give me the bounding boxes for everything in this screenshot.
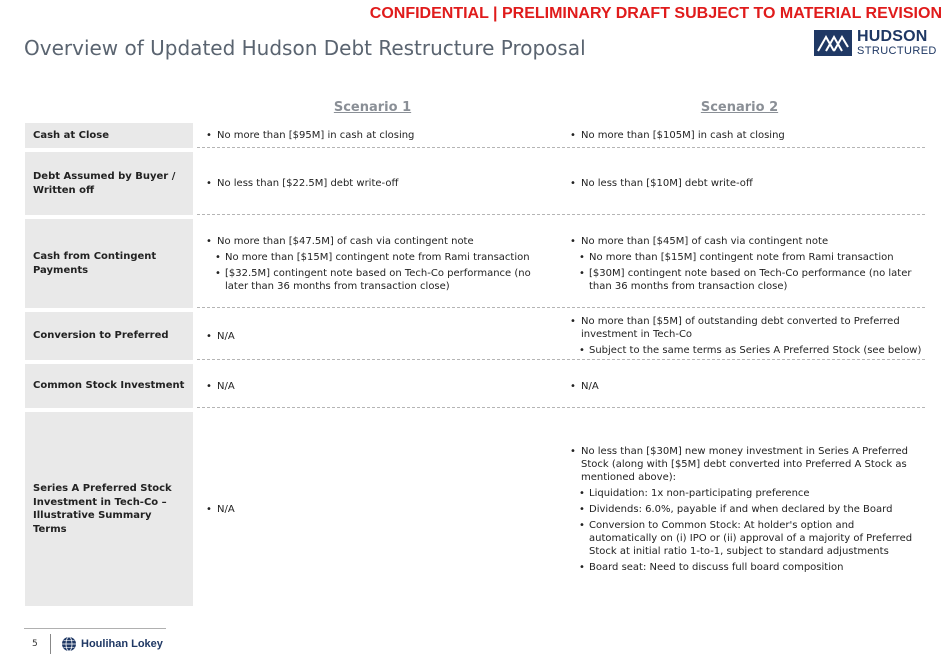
sub-bullet-item: • [$30M] contingent note based on Tech-Co performance (no later than 36 months from transaction close): [567, 267, 923, 293]
scenario-1-cell: [203, 364, 555, 408]
sub-bullet-item: • Liquidation: 1x non-participating preference: [567, 487, 923, 500]
logo-wordmark-hudson: HUDSON: [857, 28, 928, 45]
row-label: Cash at Close: [25, 123, 193, 148]
scenario-2-cell: [567, 412, 923, 606]
row-divider: [197, 214, 925, 215]
footer-rule: [24, 628, 166, 629]
row-common-stock-investment: [25, 364, 925, 408]
bullet-item: • N/A: [203, 503, 555, 516]
footer-divider: [50, 634, 51, 654]
hudson-logo-mark-icon: [814, 30, 852, 56]
row-label: Cash from Contingent Payments: [25, 219, 193, 308]
scenario-1-cell: [203, 152, 555, 215]
scenario-2-cell: [567, 219, 923, 308]
row-cash-at-close: [25, 123, 925, 148]
sub-bullet-item: • [$32.5M] contingent note based on Tech-Co performance (no later than 36 months from transaction close): [203, 267, 555, 293]
scenario-2-cell: [567, 312, 923, 360]
logo-wordmark-structured: STRUCTURED: [857, 45, 937, 57]
row-label: Debt Assumed by Buyer / Written off: [25, 152, 193, 215]
bullet-item: • No more than [$47.5M] of cash via contingent note: [203, 235, 555, 248]
bullet-item: • N/A: [203, 330, 555, 343]
sub-bullet-item: • Subject to the same terms as Series A Preferred Stock (see below): [567, 344, 923, 357]
scenario-1-cell: [203, 412, 555, 606]
bullet-item: • No less than [$30M] new money investment in Series A Preferred Stock (along with [$5M] debt converted into Preferred A Stock as mentioned above):: [567, 445, 923, 484]
row-debt-assumed: [25, 152, 925, 215]
bullet-item: • No more than [$95M] in cash at closing: [203, 129, 555, 142]
sub-bullet-item: • Dividends: 6.0%, payable if and when declared by the Board: [567, 503, 923, 516]
hudson-structured-logo: [814, 28, 937, 58]
row-label: Series A Preferred Stock Investment in Tech-Co – Illustrative Summary Terms: [25, 412, 193, 606]
scenario-2-heading: Scenario 2: [700, 100, 779, 115]
houlihan-lokey-globe-icon: [61, 636, 77, 652]
row-label: Common Stock Investment: [25, 364, 193, 408]
bullet-item: • N/A: [567, 380, 923, 393]
page-title: Overview of Updated Hudson Debt Restructure Proposal: [24, 36, 586, 60]
bullet-item: • No more than [$45M] of cash via contingent note: [567, 235, 923, 248]
scenario-1-cell: [203, 312, 555, 360]
scenario-2-cell: [567, 364, 923, 408]
row-divider: [197, 407, 925, 408]
scenario-1-cell: [203, 219, 555, 308]
row-divider: [197, 359, 925, 360]
confidential-banner: CONFIDENTIAL | PRELIMINARY DRAFT SUBJECT TO MATERIAL REVISION: [369, 5, 942, 22]
bullet-item: • No more than [$5M] of outstanding debt converted to Preferred investment in Tech-Co: [567, 315, 923, 341]
scenario-2-cell: [567, 152, 923, 215]
scenario-1-heading: Scenario 1: [333, 100, 412, 115]
sub-bullet-item: • Conversion to Common Stock: At holder's option and automatically on (i) IPO or (ii) approval of a majority of Preferred Stock at initial ratio 1-to-1, subject to standard adjustments: [567, 519, 923, 558]
scenario-1-cell: [203, 123, 555, 148]
bullet-item: • No more than [$105M] in cash at closing: [567, 129, 923, 142]
houlihan-lokey-wordmark: Houlihan Lokey: [81, 638, 163, 650]
row-series-a-preferred: [25, 412, 925, 606]
bullet-item: • No less than [$10M] debt write-off: [567, 177, 923, 190]
bullet-item: • No less than [$22.5M] debt write-off: [203, 177, 555, 190]
row-conversion-to-preferred: [25, 312, 925, 360]
sub-bullet-item: • No more than [$15M] contingent note from Rami transaction: [203, 251, 555, 264]
row-contingent-payments: [25, 219, 925, 308]
page-number: 5: [32, 639, 38, 649]
sub-bullet-item: • No more than [$15M] contingent note from Rami transaction: [567, 251, 923, 264]
bullet-item: • N/A: [203, 380, 555, 393]
sub-bullet-item: • Board seat: Need to discuss full board composition: [567, 561, 923, 574]
row-label: Conversion to Preferred: [25, 312, 193, 360]
row-divider: [197, 147, 925, 148]
scenario-2-cell: [567, 123, 923, 148]
row-divider: [197, 307, 925, 308]
